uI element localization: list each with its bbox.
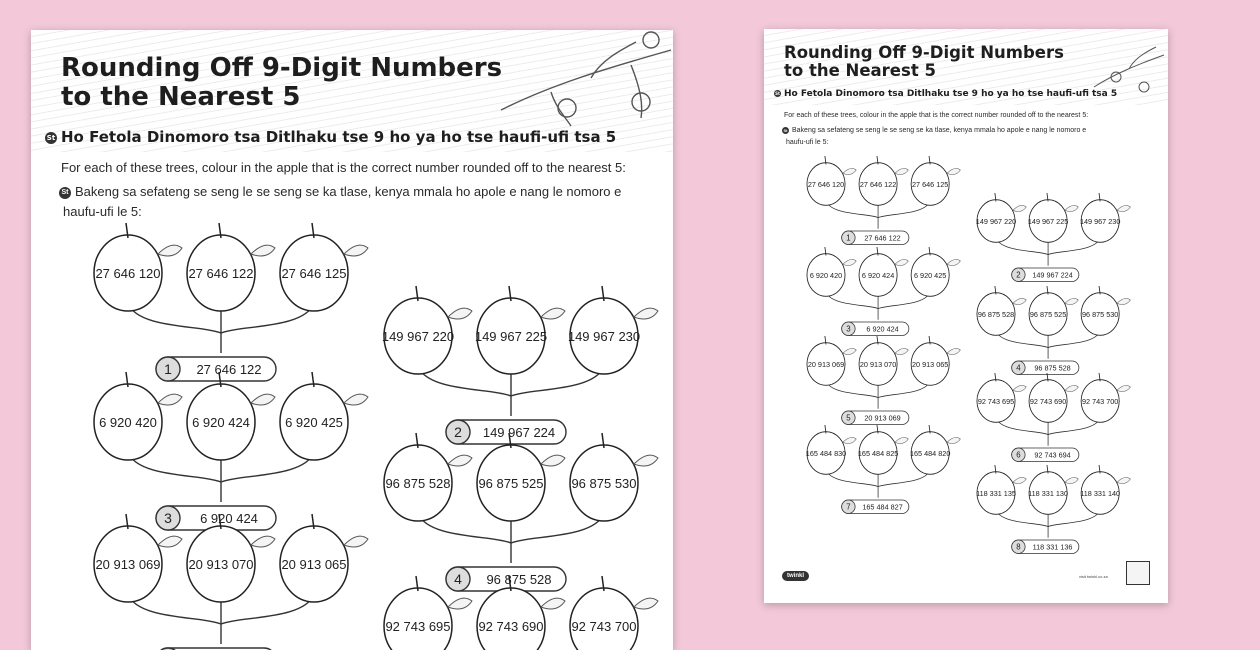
apple-number: 6 920 420 [99,415,157,430]
instruction-en: For each of these trees, colour in the apple that is the correct number rounded off to the nearest 5: [61,160,626,175]
tree-4 [977,286,1130,374]
apple-1[interactable] [977,373,1026,422]
apple-number: 92 743 700 [1081,396,1119,406]
instruction-st-line-1: Bakeng sa sefateng se seng le se seng se ka tlase, kenya mmala ho apole e nang le nomoro e [75,184,622,199]
leaf-icon [1013,205,1026,211]
leaf-icon [344,245,368,256]
answer-label [1012,448,1079,461]
answer-label [1012,361,1079,374]
apple-2[interactable] [859,336,908,385]
tree-number: 2 [454,424,462,440]
tree-3 [807,247,960,335]
leaf-icon [1065,385,1078,391]
apple-2[interactable] [1028,193,1078,242]
apple-3[interactable] [568,286,658,374]
apple-number: 20 913 069 [95,557,161,572]
leaf-icon [1117,477,1130,483]
tree-number: 8 [1016,542,1021,552]
worksheet-small [764,29,1168,603]
apple-number: 96 875 528 [977,309,1015,319]
tree-number: 1 [164,361,172,377]
apple-1[interactable] [94,372,182,460]
apple-number: 27 646 122 [859,179,897,189]
apple-number: 96 875 525 [1029,309,1067,319]
leaf-icon [843,348,856,354]
leaf-icon [947,437,960,443]
apple-1[interactable] [807,247,856,296]
apple-2[interactable] [859,156,908,205]
tree-number: 5 [846,413,851,423]
leaf-icon [251,536,275,547]
apple-3[interactable] [911,336,960,385]
apple-number: 149 967 230 [567,329,641,344]
apple-2[interactable] [859,247,908,296]
apple-3[interactable] [280,372,368,460]
apple-number: 165 484 825 [857,448,899,458]
tree-number: 1 [846,233,851,243]
leaf-icon [1013,385,1026,391]
apple-1[interactable] [977,286,1026,335]
apple-number: 6 920 424 [861,270,895,280]
leaf-icon [251,394,275,405]
leaf-icon [448,598,472,609]
apple-1[interactable] [384,433,472,521]
leaf-icon [947,259,960,265]
lang-badge: St [46,133,56,142]
apple-2[interactable] [1029,373,1078,422]
leaf-icon [1065,205,1078,211]
tree-4 [384,433,658,591]
apple-number: 27 646 125 [281,266,347,281]
apple-number: 149 967 230 [1079,216,1121,226]
tree-number: 2 [1016,270,1021,280]
apple-number: 165 484 830 [805,448,847,458]
apple-1[interactable] [382,286,472,374]
leaf-icon [1065,477,1078,483]
answer-number: 96 875 528 [1034,363,1071,373]
tree-2 [976,193,1131,281]
tree-3 [94,372,368,530]
apple-number: 96 875 525 [478,476,544,491]
title-line-2: to the Nearest 5 [61,82,301,113]
answer-label [842,322,909,335]
leaf-icon [541,598,565,609]
apple-1[interactable] [806,425,856,474]
leaf-icon [1117,385,1130,391]
answer-label [842,500,909,513]
apple-number: 6 920 425 [285,415,343,430]
answer-number: 118 331 136 [1032,542,1073,552]
answer-number: 27 646 122 [864,233,901,243]
leaf-icon [1013,477,1026,483]
apple-number: 6 920 424 [192,415,250,430]
leaf-icon [541,455,565,466]
apple-number: 27 646 120 [95,266,161,281]
apple-number: 92 743 690 [1029,396,1067,406]
apple-3[interactable] [910,425,960,474]
tree-7 [806,425,961,513]
leaf-icon [344,536,368,547]
tree-5 [807,336,960,424]
leaf-icon [158,536,182,547]
leaf-icon [895,437,908,443]
apple-number: 92 743 690 [478,619,544,634]
apple-number: 149 967 225 [1027,216,1069,226]
tree-number: 3 [164,510,172,526]
apple-1[interactable] [94,223,182,311]
tree-6 [977,373,1130,461]
apple-3[interactable] [280,223,368,311]
apple-1[interactable] [807,336,856,385]
answer-label [842,411,909,424]
leaf-icon [634,455,658,466]
apple-3[interactable] [280,514,368,602]
leaf-icon [1013,298,1026,304]
subtitle-text: Ho Fetola Dinomoro tsa Ditlhaku tse 9 ho ya ho tse haufi-ufi tsa 5 [61,128,617,146]
apple-2[interactable] [1028,465,1078,514]
apple-2[interactable] [187,372,275,460]
lang-badge: St [783,127,788,133]
answer-number: 20 913 069 [864,413,901,423]
answer-label [156,357,276,381]
answer-number: 149 967 224 [1032,270,1073,280]
apple-number: 27 646 120 [807,179,845,189]
apple-3[interactable] [911,247,960,296]
tree-1 [807,156,960,244]
leaf-icon [251,245,275,256]
footer-text: visit twinkl.co.za [1079,574,1108,579]
apple-3[interactable] [570,576,658,650]
twinkl-logo: twinkl [782,571,809,581]
leaf-icon [843,437,856,443]
answer-number: 92 743 694 [1034,450,1071,460]
leaf-icon [634,598,658,609]
leaf-icon [634,308,658,319]
apple-number: 96 875 528 [385,476,451,491]
leaf-icon [1117,205,1130,211]
apple-number: 92 743 695 [977,396,1015,406]
apple-number: 20 913 065 [911,359,949,369]
branch-decoration [1094,47,1164,92]
leaf-icon [541,308,565,319]
leaf-icon [895,259,908,265]
apple-3[interactable] [1081,286,1130,335]
title-line-1: Rounding Off 9-Digit Numbers [784,43,1064,62]
answer-label [446,567,566,591]
apple-2[interactable] [475,286,565,374]
tree-8 [976,465,1130,553]
worksheet-large [31,30,673,650]
instruction-st-line-2: haufu-ufi le 5: [63,204,142,219]
answer-number: 165 484 827 [862,502,903,512]
answer-label [842,231,909,244]
apple-2[interactable] [1029,286,1078,335]
apple-3[interactable] [911,156,960,205]
leaf-icon [947,348,960,354]
instruction-st-line-2: haufu-ufi le 5: [786,139,829,146]
apple-number: 92 743 695 [385,619,451,634]
tree-number: 4 [454,571,462,587]
tree-number: 7 [846,502,851,512]
leaf-icon [158,245,182,256]
lang-badge: St [59,187,71,199]
answer-label [1012,540,1079,553]
instruction-st-line-1: Bakeng sa sefateng se seng le se seng se ka tlase, kenya mmala ho apole e nang le nomoro e [792,127,1087,134]
title-line-2: to the Nearest 5 [784,61,936,81]
answer-number: 6 920 424 [866,324,899,334]
apple-number: 27 646 122 [188,266,254,281]
apple-number: 20 913 069 [807,359,845,369]
apple-number: 118 331 140 [1080,488,1121,498]
answer-label [446,420,566,444]
subtitle-text: Ho Fetola Dinomoro tsa Ditlhaku tse 9 ho ya ho tse haufi-ufi tsa 5 [784,89,1118,99]
apple-3[interactable] [570,433,658,521]
apple-3[interactable] [1080,465,1130,514]
answer-label [1012,268,1079,281]
leaf-icon [843,168,856,174]
tree-2 [382,286,658,444]
answer-number: 96 875 528 [486,572,552,587]
apple-3[interactable] [1081,373,1130,422]
leaf-icon [158,394,182,405]
apple-number: 6 920 420 [809,270,843,280]
tree-number: 3 [846,324,851,334]
apple-1[interactable] [807,156,856,205]
lang-badge: St [775,91,780,96]
apple-2[interactable] [858,425,908,474]
apple-2[interactable] [187,223,275,311]
answer-number: 27 646 122 [196,362,262,377]
branch-decoration [501,32,671,126]
apple-number: 118 331 135 [976,488,1016,498]
leaf-icon [448,308,472,319]
apple-number: 20 913 065 [281,557,347,572]
answer-number: 6 920 424 [200,511,258,526]
apple-number: 92 743 700 [571,619,637,634]
answer-number: 149 967 224 [482,425,556,440]
apple-2[interactable] [477,433,565,521]
tree-number: 6 [1016,450,1021,460]
apple-number: 149 967 220 [975,216,1017,226]
leaf-icon [895,168,908,174]
apple-number: 165 484 820 [909,448,951,458]
apple-1[interactable] [976,465,1026,514]
apple-number: 96 875 530 [571,476,637,491]
apple-number: 96 875 530 [1081,309,1119,319]
apple-1[interactable] [976,193,1026,242]
apple-number: 20 913 070 [188,557,254,572]
apple-number: 149 967 225 [474,329,548,344]
tree-number: 4 [1016,363,1021,373]
apple-number: 118 331 130 [1028,488,1069,498]
leaf-icon [895,348,908,354]
leaf-icon [843,259,856,265]
leaf-icon [1117,298,1130,304]
apple-trees [764,29,1168,603]
instruction-en: For each of these trees, colour in the apple that is the correct number rounded off to the nearest 5: [784,112,1089,119]
tree-1 [94,223,368,381]
leaf-icon [1065,298,1078,304]
apple-number: 27 646 125 [911,179,949,189]
title-line-1: Rounding Off 9-Digit Numbers [61,53,503,83]
apple-trees [31,30,673,650]
apple-number: 149 967 220 [381,329,455,344]
apple-number: 20 913 070 [859,359,897,369]
leaf-icon [448,455,472,466]
apple-number: 6 920 425 [913,270,947,280]
leaf-icon [344,394,368,405]
leaf-icon [947,168,960,174]
apple-3[interactable] [1080,193,1130,242]
